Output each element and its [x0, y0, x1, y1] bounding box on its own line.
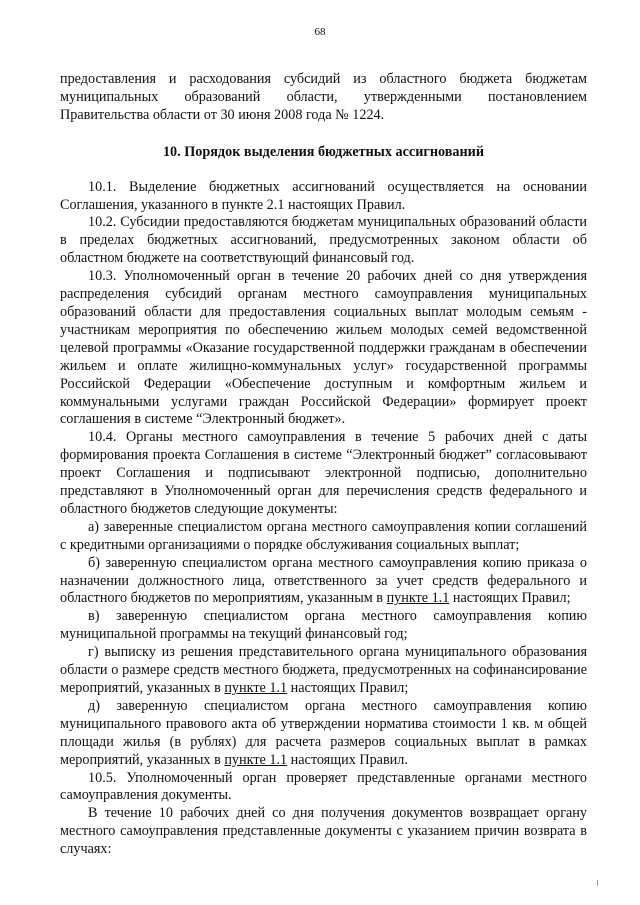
- intro-paragraph: предоставления и расходования субсидий из областного бюджета бюджетам муниципальных образований области, утвержденными постановлением Правительства области от 30 июня 2008 года № 1224.: [60, 71, 587, 123]
- list-item-b-text: б) заверенную специалистом органа местного самоуправления копию приказа о назначении должностного лица, ответственного за учет средств федерального и областного бюджетов по мероприятиям, указанным в: [60, 554, 587, 607]
- list-item-b: [60, 555, 587, 609]
- paragraph-10-2: 10.2. Субсидии предоставляются бюджетам муниципальных образований области в пределах бюджетных ассигнований, предусмотренных законом области об областном бюджете на соответствующий финансовый год.: [60, 214, 587, 267]
- link-item-1-1[interactable]: пункте 1.1: [386, 590, 450, 607]
- paragraph-10-4: 10.4. Органы местного самоуправления в течение 5 рабочих дней с даты формирования проекта Соглашения в системе “Электронный бюджет” согласовывают проект Соглашения и подписывают электронной подписью, дополнительно представляют в Уполномоченный орган для перечисления средств федерального и областного бюджетов следующие документы:: [60, 429, 587, 517]
- list-item-d-text: д) заверенную специалистом органа местного самоуправления копию муниципального правового акта об утверждении норматива стоимости 1 кв. м общей площади жилья (в рублях) для расчета размеров социальных выплат в рамках мероприятий, указанных в: [60, 697, 587, 768]
- list-item-g-text: г) выписку из решения представительного органа муниципального образования области о размере средств местного бюджета, предусмотренных на софинансирование мероприятий, указанных в: [60, 644, 587, 696]
- link-item-1-1[interactable]: пункте 1.1: [224, 680, 288, 696]
- paragraph-10-1: 10.1. Выделение бюджетных ассигнований осуществляется на основании Соглашения, указанного в пункте 2.1 настоящих Правил.: [60, 178, 587, 213]
- page-number: 68: [314, 26, 326, 38]
- list-item-d: [60, 698, 587, 770]
- paragraph-10-3: 10.3. Уполномоченный орган в течение 20 рабочих дней со дня утверждения распределения субсидий органам местного самоуправления муниципальных образований области для предоставления социальных выплат молодым семьям - участникам мероприятия по обеспечению жильем молодых семей ведомственной целевой программы «Оказание государственной поддержки гражданам в обеспечении жильем и оплате жилищно-коммунальных услуг» государственной программы Российской Федерации «Обеспечение доступным и комфортным жильем и коммунальными услугами граждан Российской Федерации» формирует проект соглашения в системе “Электронный бюджет».: [60, 268, 587, 428]
- paragraph-10-5: 10.5. Уполномоченный орган проверяет представленные органами местного самоуправления документы.: [60, 769, 587, 804]
- list-item-b-suffix: настоящих Правил;: [449, 590, 571, 607]
- scan-edge-mark: [597, 880, 598, 886]
- paragraph-return-cases: В течение 10 рабочих дней со дня получения документов возвращает органу местного самоуправления представленные документы с указанием причин возврата в случаях:: [60, 805, 587, 858]
- list-item-g: [60, 644, 587, 698]
- list-item-d-suffix: настоящих Правил.: [287, 751, 408, 768]
- link-item-1-1[interactable]: пункте 1.1: [224, 751, 288, 768]
- document-body: [60, 71, 587, 859]
- list-item-g-suffix: настоящих Правил;: [287, 680, 409, 696]
- section-title: 10. Порядок выделения бюджетных ассигнований: [162, 143, 485, 160]
- list-item-a: а) заверенные специалистом органа местного самоуправления копии соглашений с кредитными организациями о порядке обслуживания социальных выплат;: [60, 518, 587, 553]
- list-item-v: в) заверенную специалистом органа местного самоуправления копию муниципальной программы на текущий финансовый год;: [60, 608, 587, 643]
